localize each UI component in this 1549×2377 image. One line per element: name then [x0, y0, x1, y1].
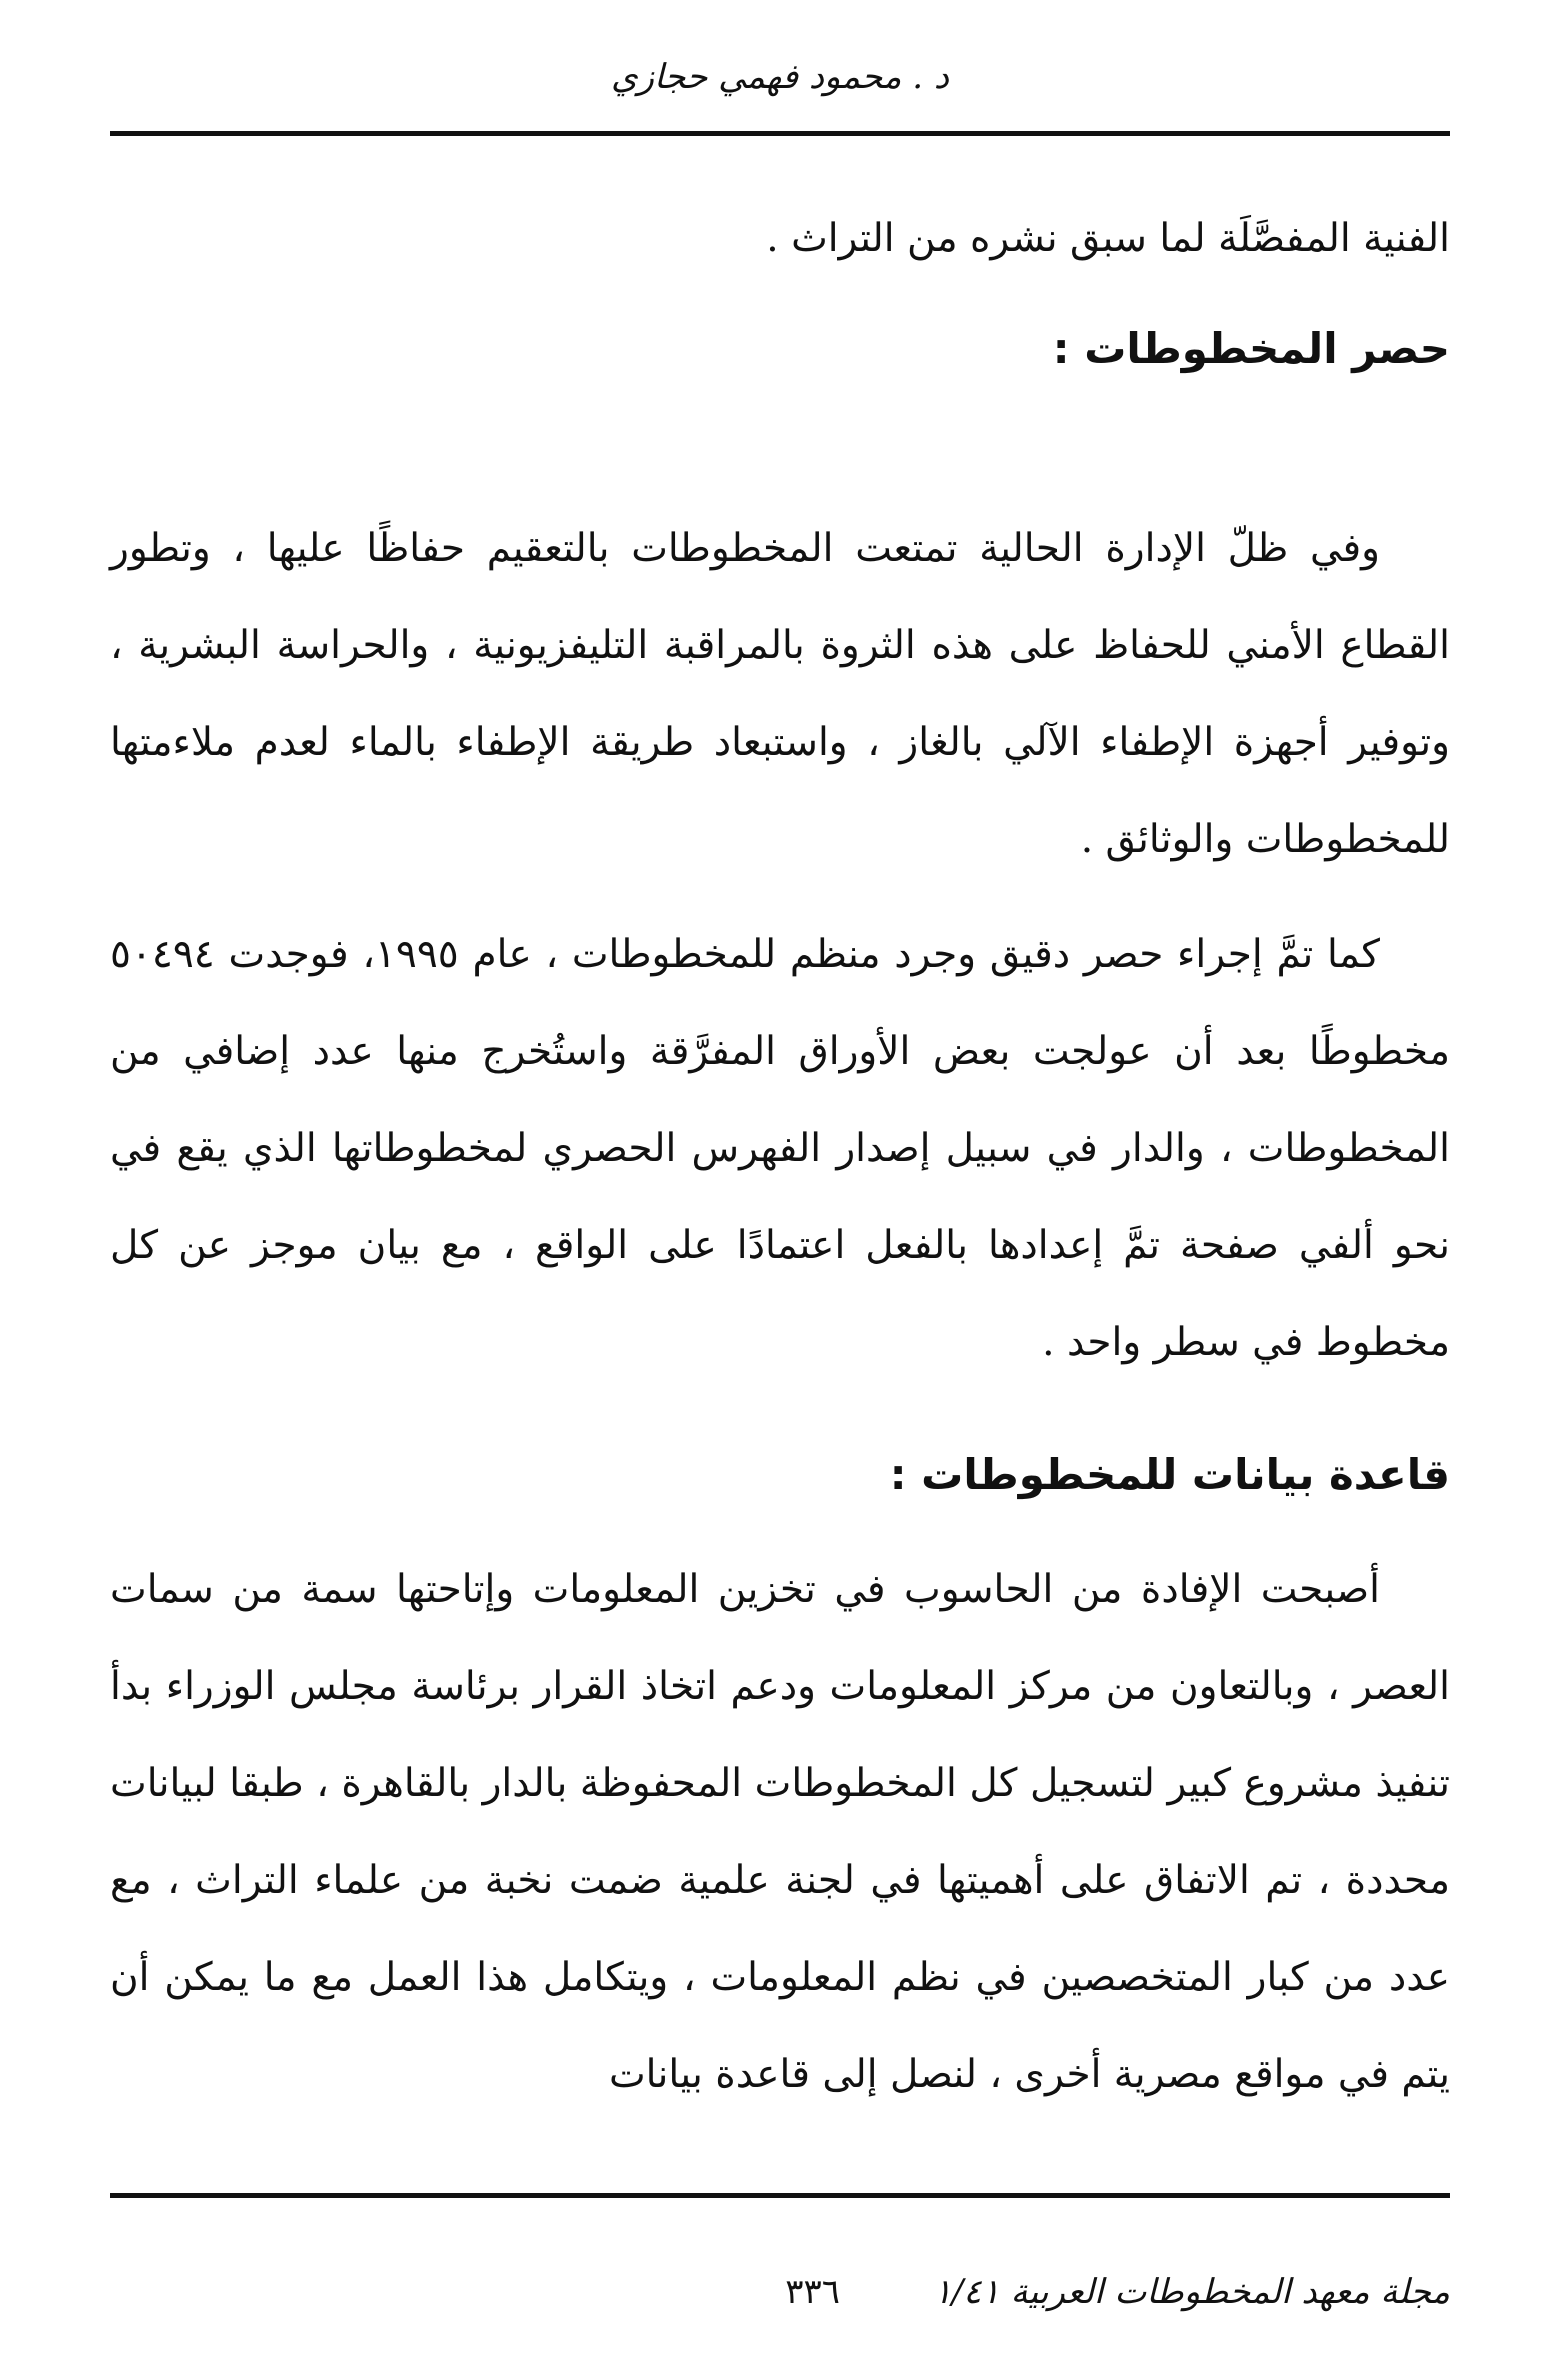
intro-line: الفنية المفصَّلَة لما سبق نشره من التراث . [766, 216, 1450, 261]
footer-journal-title: مجلة معهد المخطوطات العربية ١/٤١ [933, 2272, 1450, 2312]
header-rule [110, 131, 1450, 136]
page-body [110, 190, 1450, 2123]
footer-rule [110, 2193, 1450, 2198]
page-footer [110, 2262, 1450, 2322]
running-header-author: د . محمود فهمي حجازي [611, 57, 949, 97]
body-paragraph: كما تمَّ إجراء حصر دقيق وجرد منظم للمخطوطات ، عام ١٩٩٥، فوجدت ٥٠٤٩٤ مخطوطًا بعد أن عولجت بعض الأوراق المفرَّقة واستُخرج منها عدد إضافي من المخطوطات ، والدار في سبيل إصدار الفهرس الحصري لمخطوطاتها الذي يقع في نحو ألفي صفحة تمَّ إعدادها بالفعل اعتمادًا على الواقع ، مع بيان موجز عن كل مخطوط في سطر واحد . [110, 932, 1450, 1365]
section-heading-manuscript-inventory: حصر المخطوطات : [1052, 324, 1450, 373]
body-paragraph: أصبحت الإفادة من الحاسوب في تخزين المعلومات وإتاحتها سمة من سمات العصر ، وبالتعاون من مركز المعلومات ودعم اتخاذ القرار برئاسة مجلس الوزراء بدأ تنفيذ مشروع كبير لتسجيل كل المخطوطات المحفوظة بالدار بالقاهرة ، طبقا لبيانات محددة ، تم الاتفاق على أهميتها في لجنة علمية ضمت نخبة من علماء التراث ، مع عدد من كبار المتخصصين في نظم المعلومات ، ويتكامل هذا العمل مع ما يمكن أن يتم في مواقع مصرية أخرى ، لنصل إلى قاعدة بيانات [110, 1567, 1450, 2097]
section-heading-manuscript-database: قاعدة بيانات للمخطوطات : [889, 1450, 1450, 1499]
body-paragraph: وفي ظلّ الإدارة الحالية تمتعت المخطوطات بالتعقيم حفاظًا عليها ، وتطور القطاع الأمني للحفاظ على هذه الثروة بالمراقبة التليفزيونية ، والحراسة البشرية ، وتوفير أجهزة الإطفاء الآلي بالغاز ، واستبعاد طريقة الإطفاء بالماء لعدم ملاءمتها للمخطوطات والوثائق . [110, 526, 1450, 862]
page-number: ٣٣٦ [785, 2272, 840, 2312]
